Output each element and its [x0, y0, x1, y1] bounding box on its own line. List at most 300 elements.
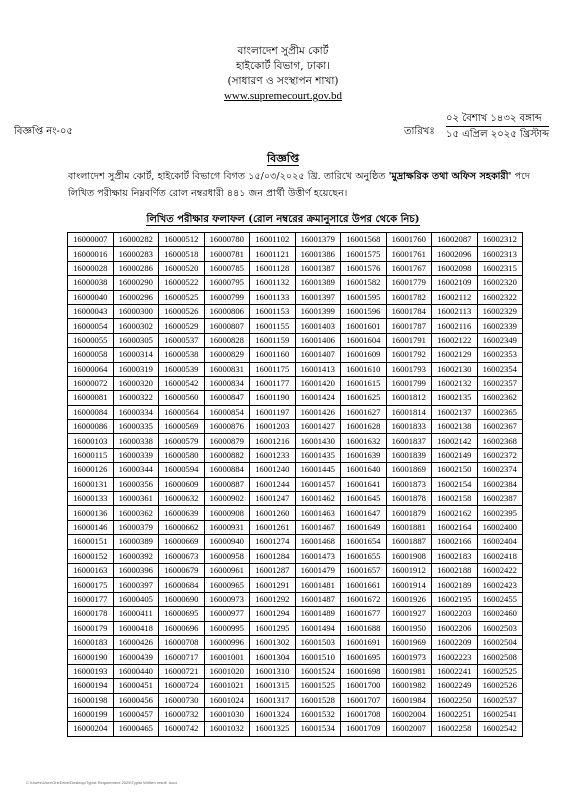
roll-cell: 16001647	[341, 506, 387, 520]
table-row	[68, 707, 523, 721]
table-row	[68, 664, 523, 678]
roll-cell: 16001001	[204, 650, 250, 664]
roll-cell: 16001691	[341, 635, 387, 649]
roll-cell: 16001426	[295, 405, 341, 419]
roll-cell: 16001121	[250, 247, 296, 261]
date-block	[446, 112, 549, 141]
roll-cell: 16002188	[432, 563, 478, 577]
roll-cell: 16000396	[113, 563, 159, 577]
roll-cell: 16000958	[204, 549, 250, 563]
roll-cell: 16002209	[432, 635, 478, 649]
results-table	[67, 232, 523, 737]
roll-cell: 16001435	[295, 448, 341, 462]
roll-cell: 16001524	[295, 664, 341, 678]
roll-cell: 16001761	[386, 247, 432, 261]
roll-cell: 16002130	[432, 362, 478, 376]
roll-cell: 16000560	[159, 391, 205, 405]
roll-cell: 16002109	[432, 276, 478, 290]
roll-cell: 16001261	[250, 520, 296, 534]
roll-cell: 16001969	[386, 635, 432, 649]
roll-cell: 16001869	[386, 463, 432, 477]
roll-cell: 16001190	[250, 391, 296, 405]
roll-cell: 16001132	[250, 276, 296, 290]
roll-cell: 16000064	[68, 362, 114, 376]
roll-cell: 16001487	[295, 592, 341, 606]
roll-cell: 16000115	[68, 448, 114, 462]
roll-cell: 16000335	[113, 420, 159, 434]
roll-cell: 16002132	[432, 376, 478, 390]
roll-cell: 16000996	[204, 635, 250, 649]
roll-cell: 16000879	[204, 434, 250, 448]
roll-cell: 16001707	[341, 693, 387, 707]
paragraph-before: বাংলাদেশ সুপ্রীম কোর্ট, হাইকোর্ট বিভাগে বিগত ১৫/০৩/২০২৫ খ্রি. তারিখে অনুষ্ঠিত	[68, 171, 389, 182]
table-title	[0, 212, 566, 229]
roll-cell: 16000525	[159, 290, 205, 304]
roll-cell: 16002112	[432, 290, 478, 304]
roll-cell: 16001609	[341, 348, 387, 362]
roll-cell: 16001397	[295, 290, 341, 304]
roll-cell: 16001244	[250, 477, 296, 491]
roll-cell: 16002526	[477, 679, 523, 693]
roll-cell: 16002116	[432, 319, 478, 333]
roll-cell: 16000522	[159, 276, 205, 290]
roll-cell: 16001413	[295, 362, 341, 376]
roll-cell: 16001430	[295, 434, 341, 448]
roll-cell: 16000973	[204, 592, 250, 606]
roll-cell: 16001792	[386, 348, 432, 362]
roll-cell: 16000564	[159, 405, 205, 419]
roll-cell: 16002329	[477, 304, 523, 318]
org-name: বাংলাদেশ সুপ্রীম কোর্ট	[237, 45, 329, 57]
roll-cell: 16000569	[159, 420, 205, 434]
roll-cell: 16000529	[159, 319, 205, 333]
roll-cell: 16002315	[477, 261, 523, 275]
roll-cell: 16000136	[68, 506, 114, 520]
roll-cell: 16000580	[159, 448, 205, 462]
roll-cell: 16000439	[113, 650, 159, 664]
table-row	[68, 578, 523, 592]
roll-cell: 16001767	[386, 261, 432, 275]
roll-cell: 16001153	[250, 304, 296, 318]
roll-cell: 16001387	[295, 261, 341, 275]
roll-cell: 16001700	[341, 679, 387, 693]
roll-cell: 16000780	[204, 233, 250, 247]
roll-cell: 16002007	[386, 722, 432, 736]
roll-cell: 16001982	[386, 679, 432, 693]
roll-cell: 16001291	[250, 578, 296, 592]
roll-cell: 16000977	[204, 607, 250, 621]
roll-cell: 16000831	[204, 362, 250, 376]
roll-cell: 16000781	[204, 247, 250, 261]
roll-cell: 16002418	[477, 549, 523, 563]
roll-cell: 16000457	[113, 707, 159, 721]
roll-cell: 16002365	[477, 405, 523, 419]
roll-cell: 16000721	[159, 664, 205, 678]
roll-cell: 16002354	[477, 362, 523, 376]
roll-cell: 16001260	[250, 506, 296, 520]
roll-cell: 16001677	[341, 607, 387, 621]
roll-cell: 16002250	[432, 693, 478, 707]
roll-cell: 16002387	[477, 492, 523, 506]
roll-cell: 16000405	[113, 592, 159, 606]
roll-cell: 16000931	[204, 520, 250, 534]
roll-cell: 16001406	[295, 333, 341, 347]
roll-cell: 16002508	[477, 650, 523, 664]
roll-cell: 16000086	[68, 420, 114, 434]
roll-cell: 16001688	[341, 621, 387, 635]
table-row	[68, 247, 523, 261]
roll-cell: 16000451	[113, 679, 159, 693]
roll-cell: 16001133	[250, 290, 296, 304]
roll-cell: 16001510	[295, 650, 341, 664]
roll-cell: 16001325	[250, 722, 296, 736]
roll-cell: 16001457	[295, 477, 341, 491]
roll-cell: 16000054	[68, 319, 114, 333]
roll-cell: 16000673	[159, 549, 205, 563]
table-row	[68, 506, 523, 520]
roll-cell: 16000103	[68, 434, 114, 448]
roll-cell: 16000389	[113, 535, 159, 549]
roll-cell: 16001379	[295, 233, 341, 247]
roll-cell: 16000669	[159, 535, 205, 549]
roll-cell: 16000178	[68, 607, 114, 621]
roll-cell: 16001640	[341, 463, 387, 477]
roll-cell: 16000339	[113, 448, 159, 462]
roll-cell: 16000732	[159, 707, 205, 721]
roll-cell: 16002195	[432, 592, 478, 606]
roll-cell: 16001295	[250, 621, 296, 635]
roll-cell: 16001024	[204, 693, 250, 707]
roll-cell: 16002096	[432, 247, 478, 261]
roll-cell: 16001698	[341, 664, 387, 678]
results-table-body	[68, 233, 523, 737]
roll-cell: 16000300	[113, 304, 159, 318]
table-row	[68, 621, 523, 635]
roll-cell: 16001247	[250, 492, 296, 506]
table-row	[68, 563, 523, 577]
roll-cell: 16000320	[113, 376, 159, 390]
roll-cell: 16000084	[68, 405, 114, 419]
roll-cell: 16001881	[386, 520, 432, 534]
roll-cell: 16001645	[341, 492, 387, 506]
roll-cell: 16001155	[250, 319, 296, 333]
website-link[interactable]: www.supremecourt.gov.bd	[223, 90, 343, 102]
roll-cell: 16002404	[477, 535, 523, 549]
roll-cell: 16000194	[68, 679, 114, 693]
roll-cell: 16000785	[204, 261, 250, 275]
roll-cell: 16001315	[250, 679, 296, 693]
roll-cell: 16000440	[113, 664, 159, 678]
roll-cell: 16000708	[159, 635, 205, 649]
roll-cell: 16000058	[68, 348, 114, 362]
roll-cell: 16002525	[477, 664, 523, 678]
roll-cell: 16001203	[250, 420, 296, 434]
roll-cell: 16000512	[159, 233, 205, 247]
notice-title-text: বিজ্ঞপ্তি	[267, 152, 299, 165]
roll-cell: 16001657	[341, 563, 387, 577]
roll-cell: 16000418	[113, 621, 159, 635]
roll-cell: 16001525	[295, 679, 341, 693]
roll-cell: 16000007	[68, 233, 114, 247]
roll-cell: 16001233	[250, 448, 296, 462]
roll-cell: 16002189	[432, 578, 478, 592]
table-row	[68, 722, 523, 736]
roll-cell: 16000356	[113, 477, 159, 491]
roll-cell: 16000133	[68, 492, 114, 506]
roll-cell: 16002400	[477, 520, 523, 534]
roll-cell: 16002384	[477, 477, 523, 491]
roll-cell: 16002312	[477, 233, 523, 247]
roll-cell: 16001672	[341, 592, 387, 606]
roll-cell: 16001534	[295, 722, 341, 736]
roll-cell: 16000392	[113, 549, 159, 563]
roll-cell: 16000662	[159, 520, 205, 534]
roll-cell: 16000043	[68, 304, 114, 318]
roll-cell: 16001793	[386, 362, 432, 376]
roll-cell: 16000902	[204, 492, 250, 506]
roll-cell: 16002113	[432, 304, 478, 318]
roll-cell: 16000884	[204, 463, 250, 477]
roll-cell: 16001926	[386, 592, 432, 606]
table-row	[68, 405, 523, 419]
roll-cell: 16000876	[204, 420, 250, 434]
roll-cell: 16001791	[386, 333, 432, 347]
roll-cell: 16001324	[250, 707, 296, 721]
roll-cell: 16002349	[477, 333, 523, 347]
roll-cell: 16000151	[68, 535, 114, 549]
roll-cell: 16001197	[250, 405, 296, 419]
roll-cell: 16001814	[386, 405, 432, 419]
roll-cell: 16000696	[159, 621, 205, 635]
roll-cell: 16002258	[432, 722, 478, 736]
roll-cell: 16001799	[386, 376, 432, 390]
roll-cell: 16000834	[204, 376, 250, 390]
roll-cell: 16001661	[341, 578, 387, 592]
roll-cell: 16001102	[250, 233, 296, 247]
roll-cell: 16001973	[386, 650, 432, 664]
roll-cell: 16002313	[477, 247, 523, 261]
roll-cell: 16001984	[386, 693, 432, 707]
date-bangla: ০২ বৈশাখ ১৪৩২ বঙ্গাব্দ	[446, 112, 549, 127]
table-row	[68, 679, 523, 693]
table-row	[68, 434, 523, 448]
roll-cell: 16002395	[477, 506, 523, 520]
roll-cell: 16001582	[341, 276, 387, 290]
table-row	[68, 535, 523, 549]
roll-cell: 16001595	[341, 290, 387, 304]
roll-cell: 16001839	[386, 448, 432, 462]
roll-cell: 16001709	[341, 722, 387, 736]
table-row	[68, 492, 523, 506]
roll-cell: 16001317	[250, 693, 296, 707]
roll-cell: 16001032	[204, 722, 250, 736]
roll-cell: 16001403	[295, 319, 341, 333]
roll-cell: 16000146	[68, 520, 114, 534]
table-row	[68, 520, 523, 534]
roll-cell: 16000679	[159, 563, 205, 577]
roll-cell: 16000695	[159, 607, 205, 621]
roll-cell: 16001177	[250, 376, 296, 390]
roll-cell: 16000177	[68, 592, 114, 606]
roll-cell: 16001575	[341, 247, 387, 261]
roll-cell: 16000717	[159, 650, 205, 664]
roll-cell: 16000887	[204, 477, 250, 491]
roll-cell: 16001468	[295, 535, 341, 549]
roll-cell: 16001627	[341, 405, 387, 419]
roll-cell: 16001879	[386, 506, 432, 520]
roll-cell: 16000539	[159, 362, 205, 376]
table-row	[68, 549, 523, 563]
roll-cell: 16001568	[341, 233, 387, 247]
roll-cell: 16000526	[159, 304, 205, 318]
roll-cell: 16000322	[113, 391, 159, 405]
roll-cell: 16000579	[159, 434, 205, 448]
roll-cell: 16000538	[159, 348, 205, 362]
roll-cell: 16000081	[68, 391, 114, 405]
roll-cell: 16002503	[477, 621, 523, 635]
roll-cell: 16000016	[68, 247, 114, 261]
roll-cell: 16001654	[341, 535, 387, 549]
roll-cell: 16000175	[68, 578, 114, 592]
roll-cell: 16001292	[250, 592, 296, 606]
roll-cell: 16000204	[68, 722, 114, 736]
table-row	[68, 420, 523, 434]
roll-cell: 16002374	[477, 463, 523, 477]
roll-cell: 16001596	[341, 304, 387, 318]
roll-cell: 16002357	[477, 376, 523, 390]
roll-cell: 16000829	[204, 348, 250, 362]
roll-cell: 16001304	[250, 650, 296, 664]
roll-cell: 16002455	[477, 592, 523, 606]
division-name: হাইকোর্ট বিভাগ, ঢাকা।	[235, 60, 331, 72]
roll-cell: 16001908	[386, 549, 432, 563]
roll-cell: 16000361	[113, 492, 159, 506]
roll-cell: 16002122	[432, 333, 478, 347]
roll-cell: 16001601	[341, 319, 387, 333]
roll-cell: 16000730	[159, 693, 205, 707]
roll-cell: 16001310	[250, 664, 296, 678]
roll-cell: 16000807	[204, 319, 250, 333]
roll-cell: 16000283	[113, 247, 159, 261]
roll-cell: 16001424	[295, 391, 341, 405]
roll-cell: 16001445	[295, 463, 341, 477]
roll-cell: 16000193	[68, 664, 114, 678]
roll-cell: 16001812	[386, 391, 432, 405]
roll-cell: 16002353	[477, 348, 523, 362]
roll-cell: 16001479	[295, 563, 341, 577]
notice-paragraph	[68, 168, 530, 202]
roll-cell: 16002154	[432, 477, 478, 491]
roll-cell: 16000183	[68, 635, 114, 649]
roll-cell: 16001021	[204, 679, 250, 693]
roll-cell: 16002251	[432, 707, 478, 721]
roll-cell: 16000799	[204, 290, 250, 304]
roll-cell: 16000190	[68, 650, 114, 664]
roll-cell: 16000163	[68, 563, 114, 577]
roll-cell: 16002241	[432, 664, 478, 678]
roll-cell: 16002098	[432, 261, 478, 275]
roll-cell: 16002541	[477, 707, 523, 721]
table-row	[68, 693, 523, 707]
table-row	[68, 319, 523, 333]
roll-cell: 16000520	[159, 261, 205, 275]
table-row	[68, 348, 523, 362]
roll-cell: 16002460	[477, 607, 523, 621]
roll-cell: 16002203	[432, 607, 478, 621]
roll-cell: 16001981	[386, 664, 432, 678]
roll-cell: 16001284	[250, 549, 296, 563]
roll-cell: 16002362	[477, 391, 523, 405]
roll-cell: 16001927	[386, 607, 432, 621]
roll-cell: 16000639	[159, 506, 205, 520]
roll-cell: 16000028	[68, 261, 114, 275]
roll-cell: 16001912	[386, 563, 432, 577]
table-row	[68, 333, 523, 347]
table-row	[68, 362, 523, 376]
roll-cell: 16001399	[295, 304, 341, 318]
letterhead	[0, 44, 566, 104]
roll-cell: 16001020	[204, 664, 250, 678]
roll-cell: 16000338	[113, 434, 159, 448]
roll-cell: 16001462	[295, 492, 341, 506]
roll-cell: 16000995	[204, 621, 250, 635]
roll-cell: 16002223	[432, 650, 478, 664]
roll-cell: 16002138	[432, 420, 478, 434]
roll-cell: 16000609	[159, 477, 205, 491]
roll-cell: 16000040	[68, 290, 114, 304]
roll-cell: 16001695	[341, 650, 387, 664]
roll-cell: 16000690	[159, 592, 205, 606]
roll-cell: 16002372	[477, 448, 523, 462]
roll-cell: 16001628	[341, 420, 387, 434]
roll-cell: 16001427	[295, 420, 341, 434]
roll-cell: 16002087	[432, 233, 478, 247]
roll-cell: 16000537	[159, 333, 205, 347]
roll-cell: 16001175	[250, 362, 296, 376]
roll-cell: 16002166	[432, 535, 478, 549]
roll-cell: 16001782	[386, 290, 432, 304]
roll-cell: 16001604	[341, 333, 387, 347]
roll-cell: 16001878	[386, 492, 432, 506]
roll-cell: 16000854	[204, 405, 250, 419]
table-row	[68, 463, 523, 477]
roll-cell: 16002004	[386, 707, 432, 721]
table-row	[68, 233, 523, 247]
roll-cell: 16002320	[477, 276, 523, 290]
roll-cell: 16000795	[204, 276, 250, 290]
roll-cell: 16000518	[159, 247, 205, 261]
roll-cell: 16000940	[204, 535, 250, 549]
roll-cell: 16000126	[68, 463, 114, 477]
roll-cell: 16001463	[295, 506, 341, 520]
table-row	[68, 635, 523, 649]
roll-cell: 16002249	[432, 679, 478, 693]
roll-cell: 16000411	[113, 607, 159, 621]
roll-cell: 16001420	[295, 376, 341, 390]
roll-cell: 16000282	[113, 233, 159, 247]
roll-cell: 16001641	[341, 477, 387, 491]
roll-cell: 16002142	[432, 434, 478, 448]
roll-cell: 16000882	[204, 448, 250, 462]
roll-cell: 16001503	[295, 635, 341, 649]
roll-cell: 16002422	[477, 563, 523, 577]
roll-cell: 16001240	[250, 463, 296, 477]
roll-cell: 16002137	[432, 405, 478, 419]
roll-cell: 16001649	[341, 520, 387, 534]
roll-cell: 16002164	[432, 520, 478, 534]
roll-cell: 16001274	[250, 535, 296, 549]
roll-cell: 16000724	[159, 679, 205, 693]
